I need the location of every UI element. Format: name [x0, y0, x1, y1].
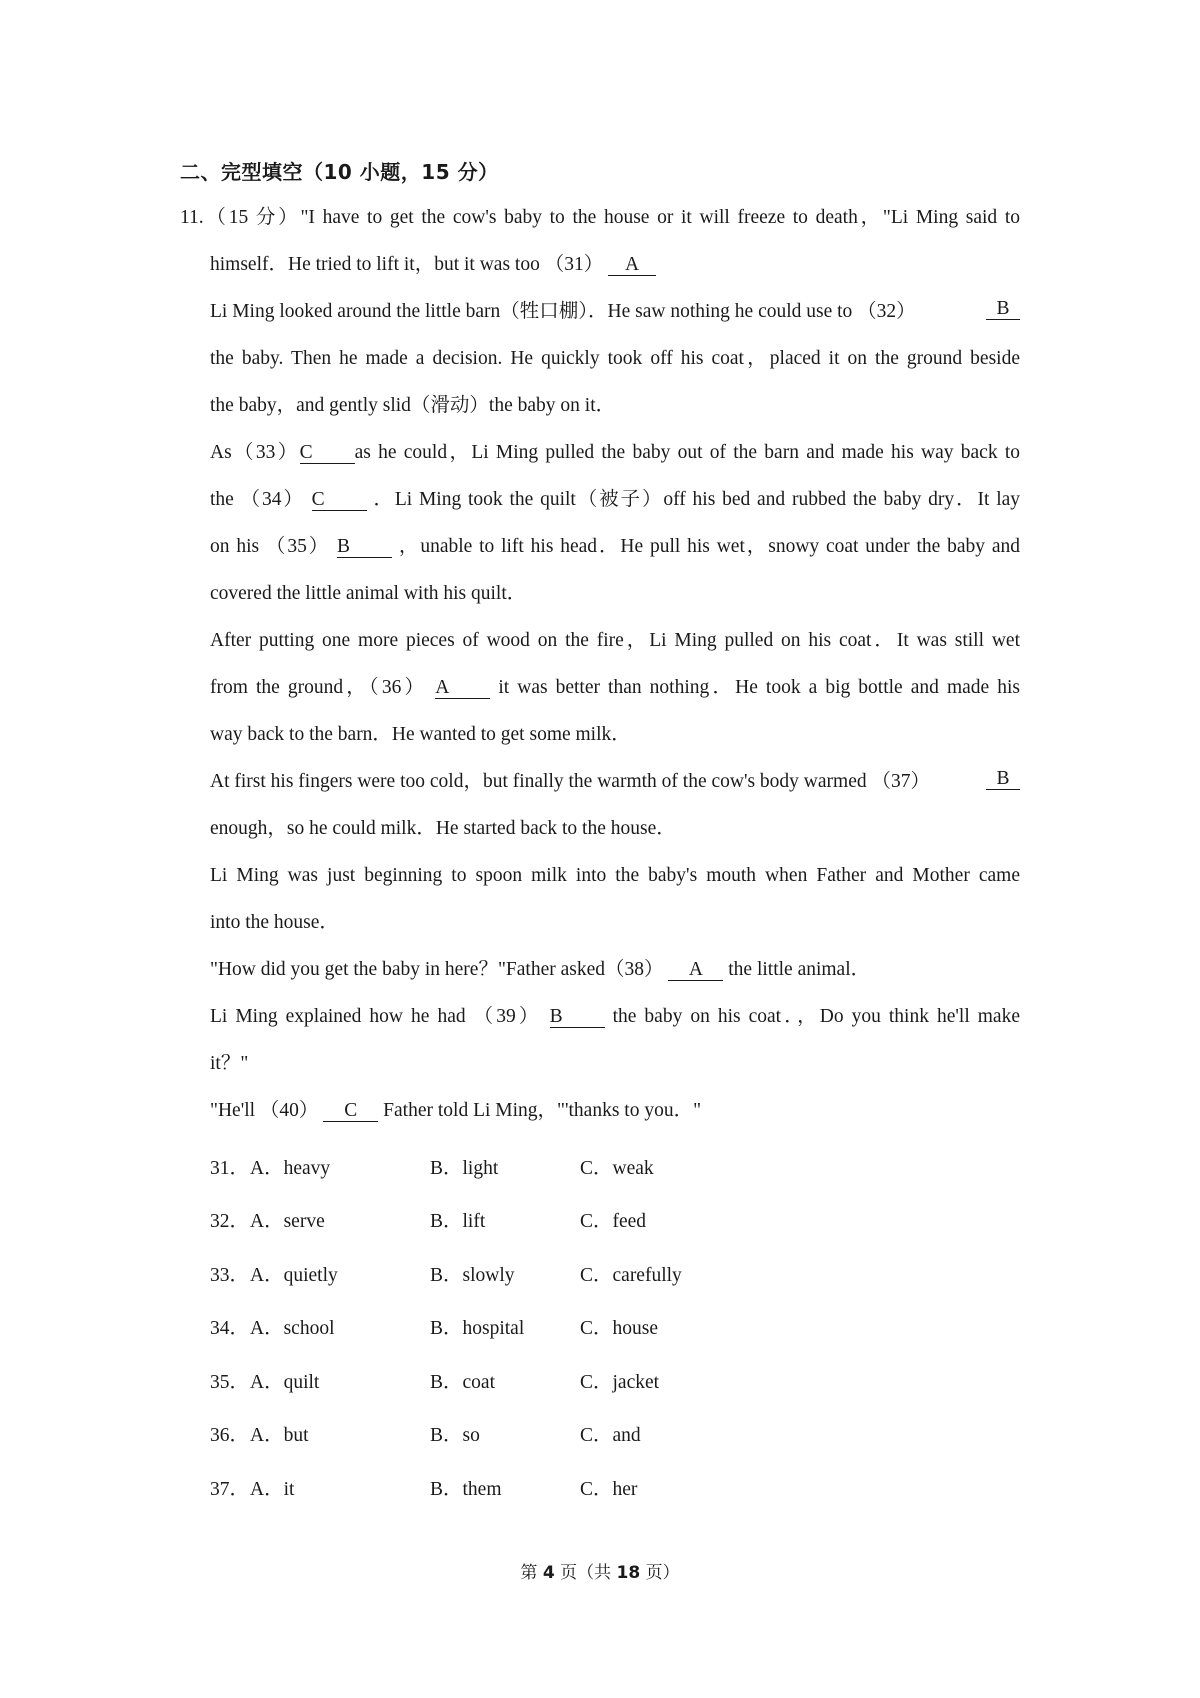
passage-line [210, 675, 1020, 701]
option-b: B．slowly [430, 1265, 515, 1286]
passage-text: ．Li Ming took the quilt（被子）off his bed and rubbed the baby dry．It lay [373, 489, 1021, 510]
passage-text: it was better than nothing．He took a big bottle and made his [498, 677, 1021, 698]
option-b: B．lift [430, 1211, 486, 1232]
passage-text: Father told Li Ming，"'thanks to you．" [383, 1100, 702, 1121]
passage-text: As（33） [210, 442, 300, 463]
passage-text: on his （35） [210, 536, 331, 557]
option-b: B．them [430, 1479, 502, 1500]
answer-blank-38: A [668, 960, 723, 981]
answer-blank-32: B [986, 299, 1020, 320]
passage-line [210, 769, 1020, 795]
passage-line [210, 487, 1020, 513]
page-total: 18 [616, 1563, 641, 1583]
option-c: C．house [580, 1318, 659, 1339]
option-a: A．heavy [250, 1158, 331, 1179]
option-number: 34． [210, 1318, 250, 1339]
passage-line: covered the little animal with his quilt． [210, 583, 527, 604]
passage-line [210, 299, 1020, 325]
option-a: A．serve [250, 1211, 325, 1232]
passage-line: Li Ming was just beginning to spoon milk into the baby's mouth when Father and Mother came [210, 865, 1020, 886]
answer-blank-33: C [300, 443, 355, 464]
option-b: B．light [430, 1158, 499, 1179]
page-footer [0, 1558, 1200, 1583]
page-number: 4 [542, 1563, 555, 1583]
option-number: 31． [210, 1158, 250, 1179]
answer-blank-36: A [435, 678, 490, 699]
passage-text: Li Ming explained how he had （39） [210, 1006, 542, 1027]
option-number: 32． [210, 1211, 250, 1232]
passage-line: After putting one more pieces of wood on the fire，Li Ming pulled on his coat．It was still wet [210, 630, 1020, 651]
passage-line [210, 1004, 1020, 1030]
option-c: C．jacket [580, 1372, 660, 1393]
passage-line: way back to the barn．He wanted to get some milk． [210, 724, 631, 745]
passage-text: ，unable to lift his head．He pull his wet，snowy coat under the baby and [398, 536, 1021, 557]
footer-text: 页） [645, 1563, 680, 1583]
passage-text: himself．He tried to lift it，but it was too （31） [210, 254, 604, 275]
answer-blank-37: B [986, 769, 1020, 790]
passage-line [210, 252, 1020, 278]
option-c: C．and [580, 1425, 641, 1446]
answer-blank-34: C [312, 490, 367, 511]
option-a: A．quilt [250, 1372, 320, 1393]
option-a: A．quietly [250, 1265, 338, 1286]
passage-text: the little animal． [728, 959, 871, 980]
option-a: A．it [250, 1479, 295, 1500]
option-a: A．but [250, 1425, 309, 1446]
passage-text: from the ground，（36） [210, 677, 428, 698]
answer-blank-39: B [550, 1007, 605, 1028]
option-b: B．coat [430, 1372, 495, 1393]
footer-text: 页（共 [560, 1563, 612, 1583]
passage-text: "He'll （40） [210, 1100, 319, 1121]
answer-blank-40: C [323, 1101, 378, 1122]
option-number: 37． [210, 1479, 250, 1500]
answer-blank-35: B [337, 537, 392, 558]
passage-text: as he could，Li Ming pulled the baby out of the barn and made his way back to [354, 442, 1020, 463]
passage-line [210, 957, 1020, 983]
passage-text: At first his fingers were too cold，but finally the warmth of the cow's body warmed （37） [210, 771, 930, 792]
passage-text: Li Ming looked around the little barn（牲口棚）．He saw nothing he could use to （32） [210, 301, 916, 322]
option-c: C．feed [580, 1211, 647, 1232]
passage-line: 11.（15 分）"I have to get the cow's baby to the house or it will freeze to death，"Li Ming said to [180, 207, 1020, 228]
option-c: C．carefully [580, 1265, 682, 1286]
section-title: 二、完型填空（10 小题，15 分） [180, 160, 499, 184]
option-a: A．school [250, 1318, 335, 1339]
footer-text: 第 [520, 1563, 538, 1583]
passage-line [210, 534, 1020, 560]
option-b: B．so [430, 1425, 480, 1446]
option-c: C．her [580, 1479, 638, 1500]
passage-line [210, 440, 1020, 466]
passage-line: the baby，and gently slid（滑动）the baby on it． [210, 395, 616, 416]
passage-line: it？" [210, 1053, 249, 1074]
option-number: 33． [210, 1265, 250, 1286]
option-b: B．hospital [430, 1318, 525, 1339]
option-c: C．weak [580, 1158, 654, 1179]
answer-blank-31: A [608, 255, 656, 276]
option-number: 35． [210, 1372, 250, 1393]
passage-line: enough，so he could milk．He started back to the house． [210, 818, 676, 839]
passage-line: into the house． [210, 912, 339, 933]
passage-line: the baby. Then he made a decision. He quickly took off his coat，placed it on the ground beside [210, 348, 1020, 369]
passage-text: the （34） [210, 489, 305, 510]
passage-text: the baby on his coat．，Do you think he'll make [612, 1006, 1020, 1027]
passage-text: "How did you get the baby in here？"Father asked（38） [210, 959, 664, 980]
option-number: 36． [210, 1425, 250, 1446]
passage-line [210, 1098, 1020, 1124]
